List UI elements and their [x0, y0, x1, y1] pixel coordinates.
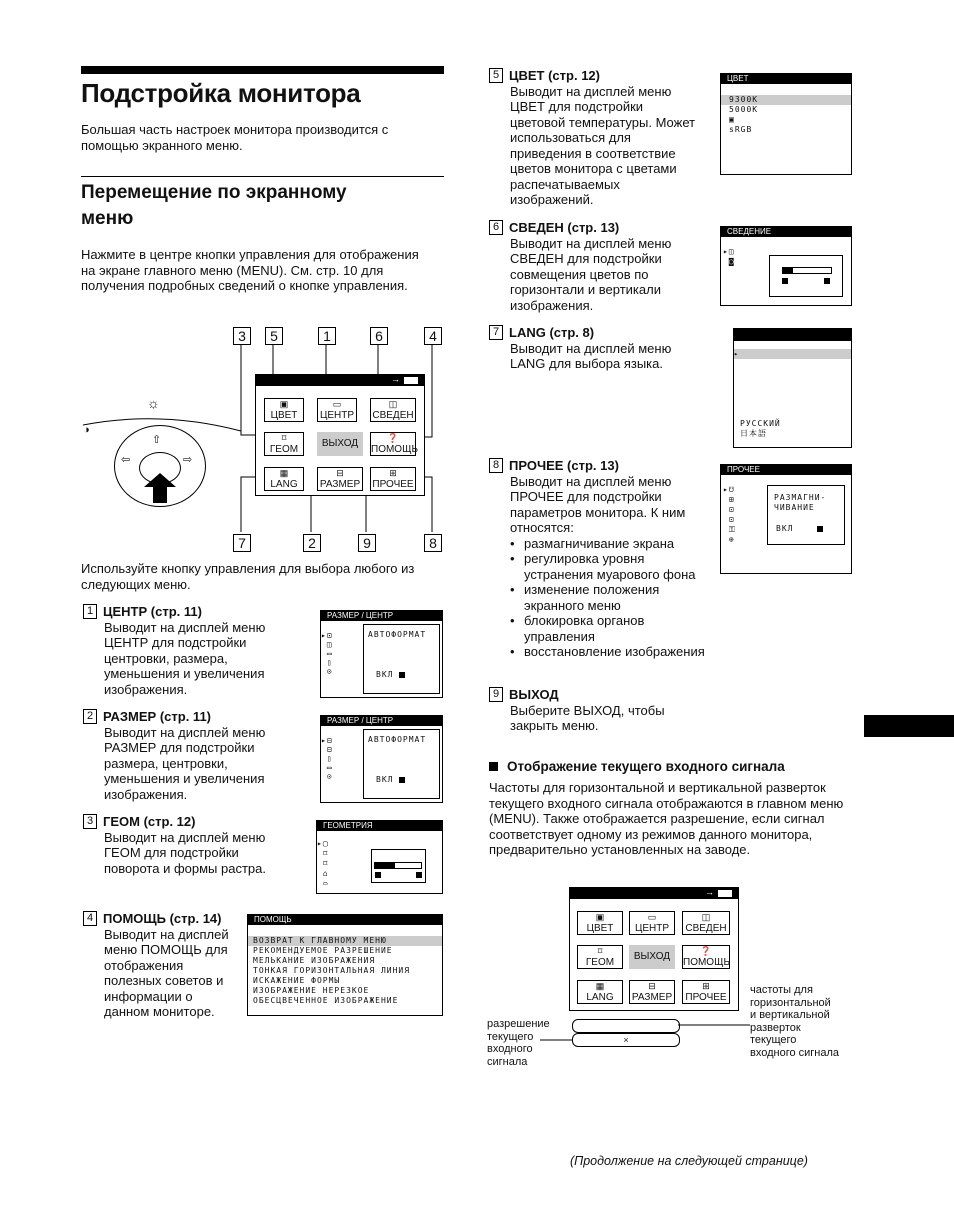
screen-header [734, 329, 851, 341]
menu-button-other-label: ПРОЧЕЕ [372, 479, 414, 490]
arrow-right-icon [399, 777, 405, 783]
signal-menu-button-size-label: РАЗМЕР [631, 992, 673, 1003]
arrow-icon: → [391, 374, 400, 384]
arrow-left-icon: ⇦ [121, 454, 131, 466]
signal-indicator [404, 377, 418, 384]
item-body: Выводит на дисплей меню LANG для выбора языка. [510, 340, 672, 371]
center-icon: ▭ [647, 912, 657, 922]
screen-icons: ▸☋ ⊞ ⊡ ⊡ ⚿ ⊕ [723, 485, 736, 544]
menu-diagram [81, 325, 451, 555]
item-color [489, 68, 699, 208]
item-body: Выводит на дисплей меню ЦВЕТ для подстройки цветовой температуры. Может использоваться для приведения в соответствие цветов монитора с цветами распечатываемых изображений. [510, 83, 696, 207]
square-bullet-icon [489, 762, 498, 771]
continued-note: (Продолжение на следующей странице) [570, 1154, 808, 1168]
callout-6: 6 [370, 327, 388, 345]
intro-text: Большая часть настроек монитора производится с помощью экранного меню. [81, 122, 389, 153]
callout-9: 9 [358, 534, 376, 552]
signal-menu-button-center[interactable] [629, 911, 675, 935]
section-title [81, 180, 347, 232]
menu-button-other[interactable] [370, 467, 416, 491]
screen-title: ПРОЧЕЕ [721, 465, 851, 475]
item-body: Выберите ВЫХОД, чтобы закрыть меню. [510, 702, 665, 733]
item-number: 2 [83, 709, 97, 724]
screen-panel [769, 255, 843, 297]
signal-menu-button-lang-label: LANG [586, 992, 614, 1003]
menu-button-help-label: ПОМОЩЬ [371, 444, 419, 455]
item-number: 5 [489, 68, 503, 83]
arrow-up-icon: ⇧ [152, 434, 162, 446]
center-icon: ▭ [332, 399, 342, 409]
screen-lang [733, 328, 852, 448]
menu-button-center-label: ЦЕНТР [319, 410, 355, 421]
lang-selected-row[interactable]: ▸ [734, 349, 851, 359]
screen-size-center-2 [320, 715, 443, 803]
item-other [489, 458, 714, 660]
signal-menu-button-other[interactable] [682, 980, 730, 1004]
menu-button-size[interactable] [317, 467, 363, 491]
conv-slider-fill [783, 268, 793, 273]
signal-menu-button-geom[interactable] [577, 945, 623, 969]
callout-7: 7 [233, 534, 251, 552]
help-line[interactable]: МЕЛЬКАНИЕ ИЗОБРАЖЕНИЯ [253, 956, 376, 965]
signal-title-text: Отображение текущего входного сигнала [507, 759, 785, 774]
signal-menu-button-lang[interactable] [577, 980, 623, 1004]
geometry-slider [374, 862, 422, 869]
item-title: ПОМОЩЬ (стр. 14) [103, 911, 222, 926]
screen-on-row [376, 670, 405, 679]
conv-slider [782, 267, 832, 274]
screen-size-center-1 [320, 610, 443, 698]
help-line[interactable]: ОБЕСЦВЕЧЕННОЕ ИЗОБРАЖЕНИЕ [253, 996, 399, 1005]
menu-button-lang-label: LANG [270, 479, 298, 490]
screen-icons: ▸▢ ⌑ ⌑ ⌂ ⌓ [317, 839, 329, 888]
size-icon: ⊟ [648, 981, 656, 991]
item-title: LANG (стр. 8) [509, 325, 595, 340]
signal-leader-lines [540, 1015, 760, 1055]
menu-button-help[interactable] [370, 432, 419, 456]
help-line[interactable]: ИСКАЖЕНИЕ ФОРМЫ [253, 976, 341, 985]
item-number: 8 [489, 458, 503, 473]
callout-2: 2 [303, 534, 321, 552]
item-help [83, 911, 233, 1020]
section-rule [81, 176, 444, 177]
signal-menu-header [570, 888, 738, 899]
color-option-9300[interactable]: 9300K [721, 95, 851, 105]
degauss-label [774, 493, 838, 513]
geometry-icon: ⌑ [281, 433, 287, 443]
callout-3: 3 [233, 327, 251, 345]
menu-button-geom-label: ГЕОМ [269, 444, 299, 455]
item-title: ВЫХОД [509, 687, 559, 702]
signal-menu-button-exit[interactable] [629, 945, 675, 969]
resolution-x: × [623, 1035, 629, 1045]
bullet-item: • восстановление изображения [510, 644, 710, 660]
screen-title: РАЗМЕР / ЦЕНТР [321, 716, 442, 726]
signal-menu-button-help[interactable] [682, 945, 730, 969]
section-paragraph: Нажмите в центре кнопки управления для отображения на экране главного меню (MENU). См. стр. 10 для получения подробных сведений о кнопке управления. [81, 247, 419, 293]
size-icon: ⊟ [336, 468, 344, 478]
main-menu-header [256, 375, 424, 386]
screen-conv [720, 226, 852, 306]
callout-1: 1 [318, 327, 336, 345]
item-number: 7 [489, 325, 503, 340]
screen-panel [767, 485, 845, 545]
screen-title: РАЗМЕР / ЦЕНТР [321, 611, 442, 621]
other-icon: ⊞ [389, 468, 397, 478]
arrow-left-icon [375, 872, 381, 878]
frequency-label-line: и вертикальной [750, 1009, 830, 1021]
section-title-line2: меню [81, 208, 134, 229]
color-icon: ▣ [279, 399, 289, 409]
page-title: Подстройка монитора [81, 78, 361, 108]
screen-title: ГЕОМЕТРИЯ [317, 821, 442, 831]
menu-button-conv-label: СВЕДЕН [372, 410, 414, 421]
item-title: ГЕОМ (стр. 12) [103, 814, 196, 829]
screen-color [720, 73, 852, 175]
screen-auto-label: АВТОФОРМАТ [368, 735, 427, 744]
section-title-line1: Перемещение по экранному [81, 182, 347, 203]
screen-title: СВЕДЕНИЕ [721, 227, 851, 237]
signal-menu-button-help-label: ПОМОЩЬ [683, 957, 731, 968]
signal-menu-button-other-label: ПРОЧЕЕ [685, 992, 727, 1003]
help-line[interactable]: ИЗОБРАЖЕНИЕ НЕРЕЗКОЕ [253, 986, 370, 995]
convergence-icon: ◫ [701, 912, 711, 922]
item-number: 1 [83, 604, 97, 619]
frequency-label-line: текущего [750, 1034, 797, 1046]
menu-button-lang[interactable] [264, 467, 304, 491]
after-diagram-text: Используйте кнопку управления для выбора любого из следующих меню. [81, 561, 415, 592]
signal-menu-button-center-label: ЦЕНТР [634, 923, 670, 934]
screen-icons: ▸⊡ ◫ ▭ ▯ ⊙ [321, 631, 333, 676]
signal-paragraph: Частоты для горизонтальной и вертикальной разверток текущего входного сигнала отображаются в главном меню (MENU). Также отображается разрешение, если сигнал соответствует одному из режимов данного монитора, предварительно установленных на заводе. [489, 780, 844, 857]
lang-option-russian[interactable]: РУССКИЙ [740, 419, 781, 428]
item-body: Выводит на дисплей меню ПОМОЩЬ для отображения полезных советов и информации о данном мониторе. [104, 926, 229, 1019]
item-body: Выводит на дисплей меню РАЗМЕР для подстройки размера, центровки, уменьшения и увеличения изображения. [104, 724, 266, 802]
help-icon: ❓ [700, 946, 712, 956]
screen-on-label: ВКЛ [376, 670, 394, 679]
color-option-5000[interactable]: 5000K [729, 105, 759, 114]
press-arrow-icon [143, 473, 177, 503]
color-option-srgb[interactable]: sRGB [729, 125, 753, 134]
item-center [83, 604, 288, 697]
resolution-label [487, 1018, 550, 1068]
frequency-label-line: частоты для [750, 984, 813, 996]
arrow-right-icon [399, 672, 405, 678]
item-title: ПРОЧЕЕ (стр. 13) [509, 458, 619, 473]
degauss-on-label: ВКЛ [776, 524, 794, 533]
degauss-on-row [776, 524, 823, 533]
menu-button-geom[interactable] [264, 432, 304, 456]
screen-title: ПОМОЩЬ [248, 915, 442, 925]
screen-panel [371, 849, 426, 883]
signal-title [489, 759, 785, 774]
screen-help [247, 914, 443, 1016]
item-body: Выводит на дисплей меню ЦЕНТР для подстройки центровки, размера, уменьшения и увеличения изображения. [104, 619, 266, 697]
lang-lines [740, 419, 781, 439]
arrow-right-icon [416, 872, 422, 878]
degauss-line2: ЧИВАНИЕ [774, 503, 815, 512]
resolution-label-line: текущего [487, 1030, 534, 1043]
bullet-item: • блокировка органов управления [510, 613, 710, 644]
screen-other [720, 464, 852, 574]
bullet-item: • изменение положения экранного меню [510, 582, 710, 613]
adjust-icon[interactable]: ▣ [729, 115, 735, 124]
help-icon: ❓ [387, 433, 399, 443]
bullet-item: • регулировка уровня устранения муарового фона [510, 551, 710, 582]
item-size [83, 709, 288, 802]
screen-panel [363, 624, 440, 694]
geometry-slider-fill [375, 863, 395, 868]
frequency-label-line: входного сигнала [750, 1046, 840, 1059]
arrow-left-icon [782, 278, 788, 284]
lang-icon: ▦ [279, 468, 289, 478]
menu-button-color-label: ЦВЕТ [270, 410, 298, 421]
item-body: Выводит на дисплей меню ГЕОМ для подстройки поворота и формы растра. [104, 829, 266, 876]
signal-menu-button-conv-label: СВЕДЕН [685, 923, 727, 934]
item-number: 9 [489, 687, 503, 702]
brightness-icon: ☼ [147, 395, 160, 411]
resolution-label-line: разрешение [487, 1018, 550, 1030]
menu-button-size-label: РАЗМЕР [319, 479, 361, 490]
item-title: СВЕДЕН (стр. 13) [509, 220, 620, 235]
item-title: РАЗМЕР (стр. 11) [103, 709, 212, 724]
geometry-icon: ⌑ [597, 946, 603, 956]
item-body: Выводит на дисплей меню ПРОЧЕЕ для подстройки параметров монитора. К ним относятся: [510, 473, 686, 535]
callout-4: 4 [424, 327, 442, 345]
other-bullets [510, 536, 710, 660]
item-body: Выводит на дисплей меню СВЕДЕН для подстройки совмещения цветов по горизонтали и вертикали изображения. [510, 235, 672, 313]
signal-indicator [718, 890, 732, 897]
lang-option-japanese[interactable]: 日本語 [740, 429, 767, 438]
item-number: 6 [489, 220, 503, 235]
callout-5: 5 [265, 327, 283, 345]
frequency-label [750, 984, 839, 1059]
menu-button-conv[interactable] [370, 398, 416, 422]
item-number: 3 [83, 814, 97, 829]
screen-panel [363, 729, 440, 799]
menu-button-center[interactable] [317, 398, 357, 422]
lang-icon: ▦ [595, 981, 605, 991]
degauss-line1: РАЗМАГНИ- [774, 493, 827, 502]
item-exit [489, 687, 699, 734]
arrow-right-icon [824, 278, 830, 284]
help-lines [248, 936, 442, 1006]
menu-button-exit-label: ВЫХОД [321, 438, 359, 449]
item-lang [489, 325, 699, 372]
color-icon: ▣ [595, 912, 605, 922]
help-line[interactable]: ВОЗВРАТ К ГЛАВНОМУ МЕНЮ [248, 936, 442, 946]
other-icon: ⊞ [702, 981, 710, 991]
arrow-right-icon: ⇨ [183, 454, 193, 466]
screen-geometry [316, 820, 443, 894]
signal-menu-button-geom-label: ГЕОМ [585, 957, 615, 968]
resolution-label-line: входного [487, 1043, 533, 1055]
signal-menu-button-exit-label: ВЫХОД [633, 951, 671, 962]
arrow-icon: → [705, 887, 714, 897]
screen-icons: ▸⊟ ⊟ ▯ ▭ ⊙ [321, 736, 333, 781]
help-line[interactable]: РЕКОМЕНДУЕМОЕ РАЗРЕШЕНИЕ [253, 946, 393, 955]
screen-on-row [376, 775, 405, 784]
frequency-label-line: разверток [750, 1021, 801, 1034]
item-number: 4 [83, 911, 97, 926]
color-lines [721, 95, 851, 135]
screen-on-label: ВКЛ [376, 775, 394, 784]
help-line[interactable]: ТОНКАЯ ГОРИЗОНТАЛЬНАЯ ЛИНИЯ [253, 966, 411, 975]
signal-menu-button-color-label: ЦВЕТ [586, 923, 614, 934]
contrast-icon: ◑ [83, 424, 90, 436]
bullet-item: • размагничивание экрана [510, 536, 710, 552]
screen-auto-label: АВТОФОРМАТ [368, 630, 427, 639]
menu-button-exit[interactable] [317, 432, 363, 456]
arrow-right-icon [817, 526, 823, 532]
screen-icons: ▸◫ ◙ [723, 247, 735, 266]
signal-menu-button-conv[interactable] [682, 911, 730, 935]
resolution-label-line: сигнала [487, 1055, 528, 1068]
signal-menu-button-color[interactable] [577, 911, 623, 935]
title-rule [81, 66, 444, 74]
screen-title: ЦВЕТ [721, 74, 851, 84]
callout-8: 8 [424, 534, 442, 552]
frequency-label-line: горизонтальной [750, 996, 831, 1009]
item-title: ЦВЕТ (стр. 12) [509, 68, 600, 83]
convergence-icon: ◫ [388, 399, 398, 409]
signal-menu-button-size[interactable] [629, 980, 675, 1004]
item-title: ЦЕНТР (стр. 11) [103, 604, 202, 619]
menu-button-color[interactable] [264, 398, 304, 422]
item-conv [489, 220, 699, 313]
item-geom [83, 814, 288, 876]
side-tab [864, 715, 954, 737]
